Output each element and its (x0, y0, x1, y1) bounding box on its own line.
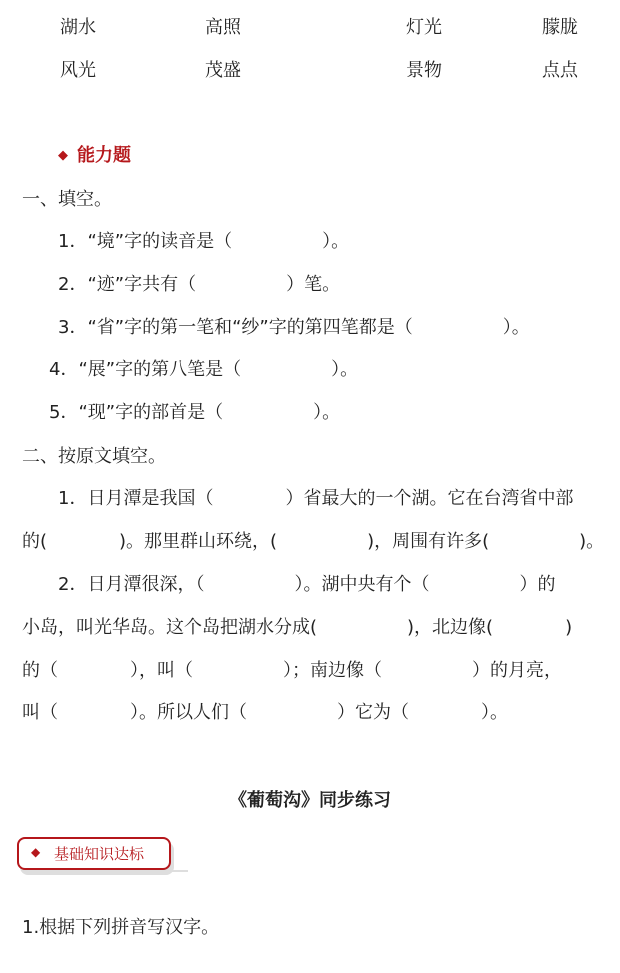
section-heading: 二、按原文填空。 (22, 446, 166, 467)
diamond-icon: ◆ (31, 845, 41, 859)
exercise-instruction: 1.根据下列拼音写汉字。 (22, 917, 220, 938)
passage-line: 小岛，叫光华岛。这个岛把湖水分成( )，北边像( ) (22, 617, 573, 638)
word: 点点 (542, 60, 578, 81)
passage-line: 的（ ），叫（ ）；南边像（ ）的月亮， (22, 660, 562, 681)
word: 景物 (406, 60, 442, 81)
diamond-icon: ◆ (58, 148, 68, 163)
badge-label: 基础知识达标 (54, 845, 145, 863)
question-line: 4．“展”字的第八笔是（ ）。 (49, 359, 359, 380)
section-badge (17, 837, 171, 870)
question-line: 2．“迹”字共有（ ）笔。 (58, 274, 341, 295)
section-heading: 一、填空。 (22, 189, 112, 210)
word: 茂盛 (205, 60, 241, 81)
word: 高照 (205, 17, 241, 38)
word: 湖水 (60, 17, 96, 38)
passage-line: 叫（ ）。所以人们（ ）它为（ ）。 (22, 702, 508, 723)
word: 灯光 (406, 17, 442, 38)
passage-line: 2．日月潭很深，（ ）。湖中央有个（ ）的 (58, 574, 556, 595)
word: 风光 (60, 60, 96, 81)
word: 朦胧 (542, 17, 578, 38)
passage-line: 1．日月潭是我国（ ）省最大的一个湖。它在台湾省中部 (58, 488, 574, 509)
question-line: 5．“现”字的部首是（ ）。 (49, 402, 341, 423)
ability-label: 能力题 (77, 145, 131, 166)
badge-shadow-line (166, 870, 188, 872)
lesson-title: 《葡萄沟》同步练习 (229, 790, 391, 811)
passage-line: 的( )。那里群山环绕，( )，周围有许多( )。 (22, 531, 605, 552)
question-line: 1．“境”字的读音是（ ）。 (58, 231, 350, 252)
question-line: 3．“省”字的第一笔和“纱”字的第四笔都是（ ）。 (58, 317, 530, 338)
ability-heading (58, 143, 131, 171)
